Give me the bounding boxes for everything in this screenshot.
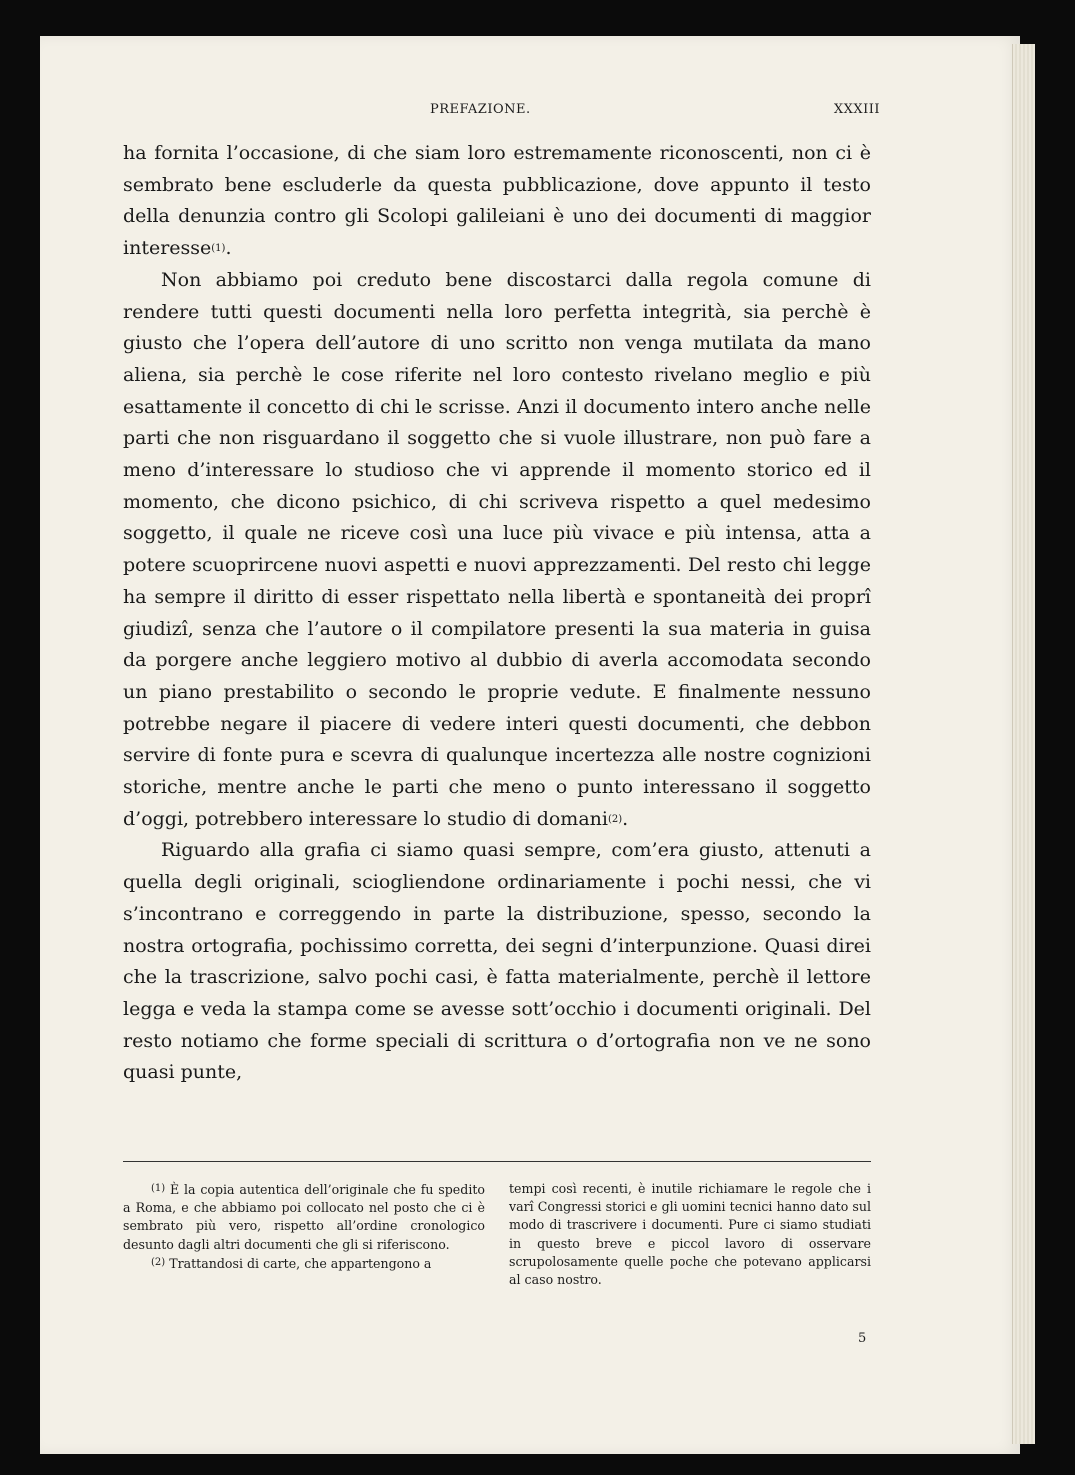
footnotes-right-column: [509, 1180, 871, 1289]
footnote-2-marker: (2): [151, 1256, 166, 1268]
paragraph-2-end: .: [622, 807, 629, 830]
paragraph-1-text: ha fornita l’occasione, di che siam loro estremamente riconoscenti, non ci è sembrato bene escluderle da questa pubblicazione, dove appunto il testo della denunzia contro gli Scolopi galileiani è uno dei documenti di maggior interesse: [123, 142, 871, 260]
footnote-rule: [123, 1161, 871, 1162]
paragraph-3: Riguardo alla grafia ci siamo quasi sempre, com’era giusto, attenuti a quella degli originali, sciogliendone ordinariamente i pochi nessi, che vi s’incontrano e correggendo in parte la distribuzione, spesso, secondo la nostra ortografia, pochissimo corretta, dei segni d’interpunzione. Quasi direi che la trascrizione, salvo pochi casi, è fatta materialmente, perchè il lettore legga e veda la stampa come se avesse sott’occhio i documenti originali. Del resto notiamo che forme speciali di scrittura o d’ortografia non ve ne sono quasi punte,: [123, 839, 871, 1084]
footnote-2: [123, 1254, 485, 1273]
paragraph-2-text: Non abbiamo poi creduto bene discostarci dalla regola comune di rendere tutti questi documenti nella loro perfetta integrità, sia perchè è giusto che l’opera dell’autore di uno scritto non venga mutilata da mano aliena, sia perchè le cose riferite nel loro contesto rivelano meglio e più esattamente il concetto di chi le scrisse. Anzi il documento intero anche nelle parti che non risguardano il soggetto che si vuole illustrare, non può fare a meno d’interessare lo studioso che vi apprende il momento storico ed il momento, che dicono psichico, di chi scriveva rispetto a quel medesimo soggetto, il quale ne riceve così una luce più vivace e più intensa, atta a potere scuoprircene nuovi aspetti e nuovi apprezzamenti. Del resto chi legge ha sempre il diritto di esser rispettato nella libertà e spontaneità dei proprî giudizî, senza che l’autore o il compilatore presenti la sua materia in guisa da porgere anche leggiero motivo al dubbio di averla accomodata secondo un piano prestabilito o secondo le proprie vedute. E finalmente nessuno potrebbe negare il piacere di vedere interi questi documenti, che debbon servire di fonte pura e scevra di qualunque incertezza alle nostre cognizioni storiche, mentre anche le parti che meno o punto interessano il soggetto d’oggi, potrebbero interessare lo studio di domani: [123, 268, 871, 830]
paragraph-2: [123, 265, 871, 836]
paragraph-1: [123, 138, 871, 265]
page-edges: [1012, 44, 1035, 1444]
footnote-1-marker: (1): [151, 1183, 166, 1194]
footnote-ref-1: (1): [211, 243, 226, 255]
footnote-2-text: Trattandosi di carte, che appartengono a: [169, 1255, 432, 1271]
footnote-2-continuation: tempi così recenti, è inutile richiamare le regole che i varî Congressi storici e gli uomini tecnici hanno dato sul modo di trascrivere i documenti. Pure ci siamo studiati in questo breve e piccol lavoro di osservare scrupolosamente quelle poche che potevano applicarsi al caso nostro.: [509, 1181, 871, 1288]
header-title: PREFAZIONE.: [430, 102, 531, 117]
footnote-1: [123, 1180, 485, 1254]
running-header: [110, 102, 880, 122]
footnote-ref-2: (2): [607, 813, 623, 825]
signature-number: 5: [858, 1331, 867, 1346]
footnote-1-text: È la copia autentica dell’originale che fu spedito a Roma, e che abbiamo poi collocato nel posto che ci è sembrato più vero, rispetto all’ordine cronologico desunto dagli altri documenti che gli si riferiscono.: [123, 1182, 485, 1252]
header-page-number: XXXIII: [833, 102, 880, 117]
paragraph-1-end: .: [225, 237, 232, 260]
footnotes-left-column: [123, 1180, 485, 1273]
main-text: [123, 138, 871, 1089]
